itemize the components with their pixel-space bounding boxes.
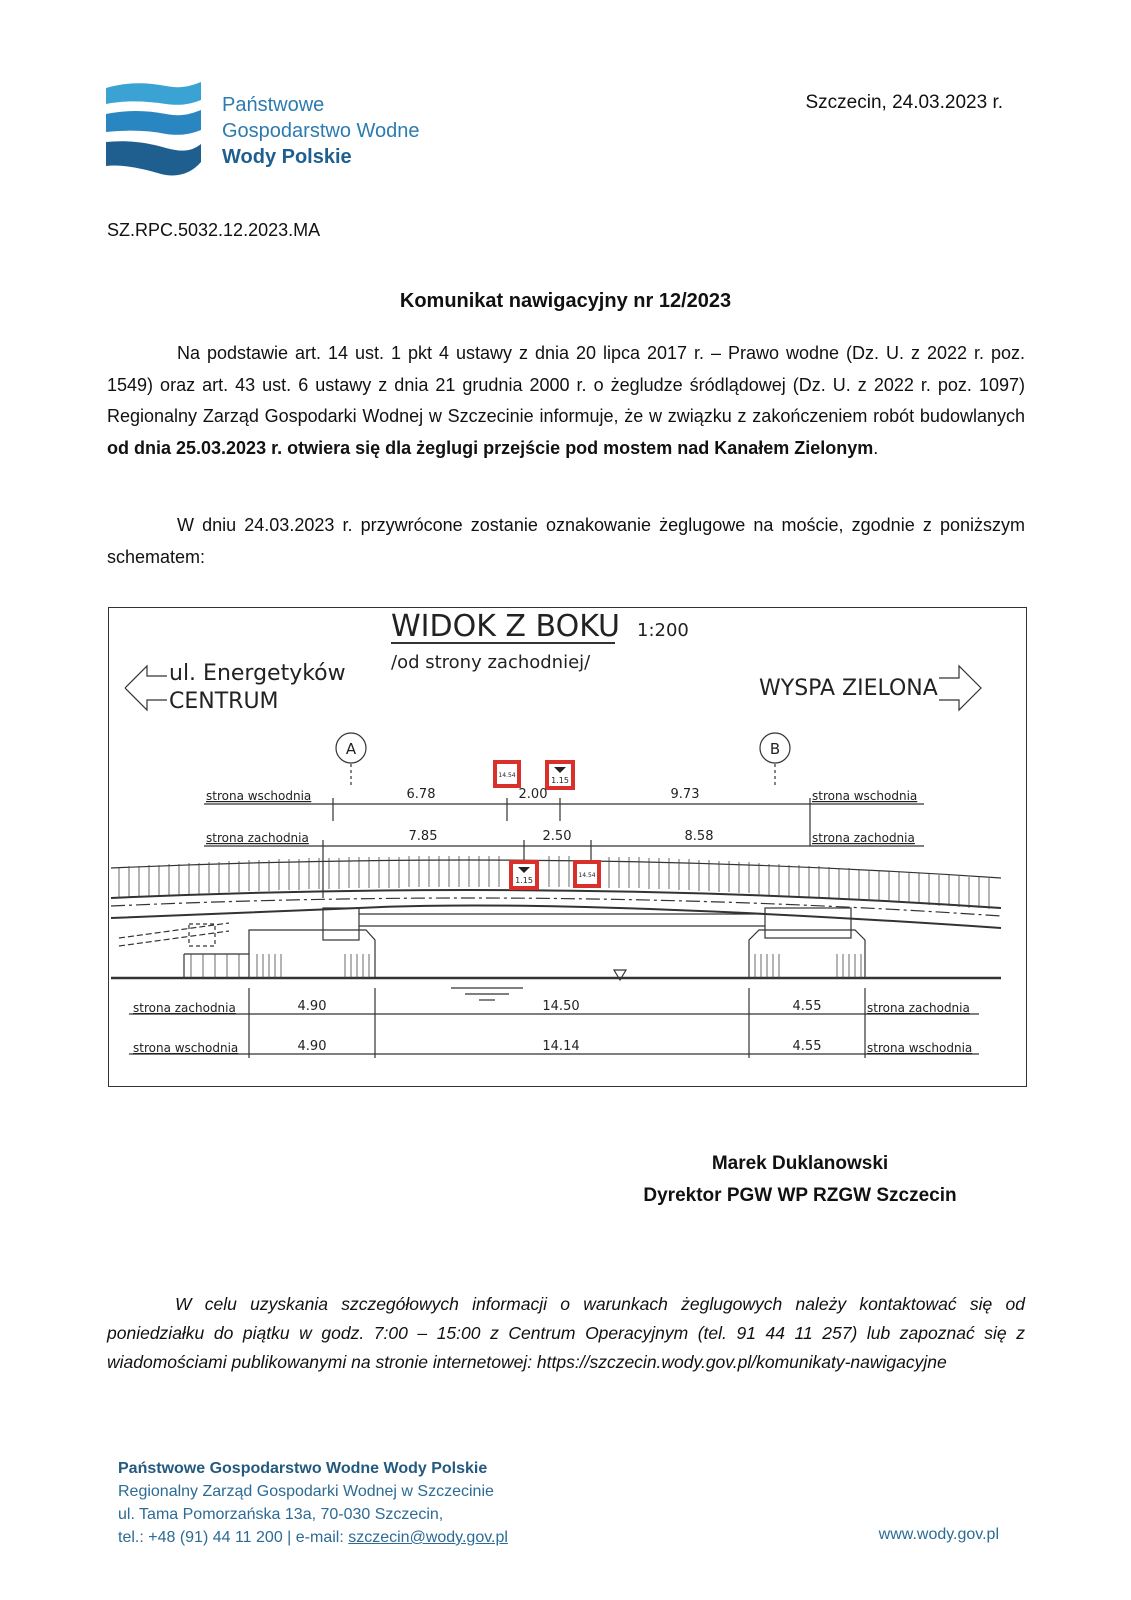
footer-email-link[interactable]: szczecin@wody.gov.pl bbox=[348, 1529, 508, 1546]
svg-text:1.15: 1.15 bbox=[551, 776, 569, 785]
drawing-title: WIDOK Z BOKU bbox=[391, 609, 621, 644]
svg-text:7.85: 7.85 bbox=[408, 829, 438, 844]
svg-text:strona wschodnia: strona wschodnia bbox=[133, 1041, 239, 1055]
bridge-side-view-drawing bbox=[108, 607, 1027, 1087]
svg-text:6.78: 6.78 bbox=[406, 787, 436, 802]
bridge-diagram bbox=[109, 608, 1026, 1086]
signature-block bbox=[560, 1148, 1040, 1212]
right-destination: WYSPA ZIELONA bbox=[759, 676, 938, 701]
footer-unit: Regionalny Zarząd Gospodarki Wodnej w Szczecinie bbox=[118, 1483, 494, 1500]
svg-text:14.54: 14.54 bbox=[498, 772, 516, 779]
svg-text:strona zachodnia: strona zachodnia bbox=[867, 1001, 970, 1015]
paragraph-1-end: . bbox=[873, 437, 879, 458]
reference-number: SZ.RPC.5032.12.2023.MA bbox=[107, 220, 321, 240]
width-sign-lower-icon bbox=[575, 862, 599, 886]
logo-text bbox=[222, 92, 420, 170]
svg-text:1.15: 1.15 bbox=[515, 876, 533, 885]
svg-text:strona zachodnia: strona zachodnia bbox=[812, 831, 915, 845]
footer-contact bbox=[118, 1526, 508, 1549]
footer-phone: tel.: +48 (91) 44 11 200 | e-mail: bbox=[118, 1529, 349, 1546]
signatory-position: Dyrektor PGW WP RZGW Szczecin bbox=[643, 1185, 957, 1206]
paragraph-2-text: W dniu 24.03.2023 r. przywrócone zostanie oznakowanie żeglugowe na moście, zgodnie z poniższym schematem: bbox=[107, 515, 1025, 567]
svg-text:14.14: 14.14 bbox=[542, 1039, 580, 1054]
paragraph-1-text: Na podstawie art. 14 ust. 1 pkt 4 ustawy z dnia 20 lipca 2017 r. – Prawo wodne (Dz. U. z 2022 r. poz. 1549) oraz art. 43 ust. 6 ustawy z dnia 21 grudnia 2000 r. o żegludze śródlądowej (Dz. U. z 2022 r. poz. 1097) Regionalny Zarząd Gospodarki Wodnej w Szczecinie informuje, że w związku z zakończeniem robót budowlanych bbox=[107, 343, 1025, 426]
left-arrow-icon bbox=[125, 666, 167, 710]
left-destination-line-1: ul. Energetyków bbox=[169, 661, 346, 686]
paragraph-1 bbox=[107, 338, 1025, 464]
paragraph-2 bbox=[107, 510, 1025, 573]
contact-info-text: W celu uzyskania szczegółowych informacji o warunkach żeglugowych należy kontaktować się od poniedziałku do piątku w godz. 7:00 – 15:00 z Centrum Operacyjnym (tel. 91 44 11 257) lub zapoznać się z wiadomościami publikowanymi na stronie internetowej: https://szczecin.wody.gov.pl/komunikaty-nawigacyjne bbox=[107, 1294, 1025, 1372]
svg-text:strona wschodnia: strona wschodnia bbox=[867, 1041, 973, 1055]
left-destination-line-2: CENTRUM bbox=[169, 689, 279, 714]
footer-org: Państwowe Gospodarstwo Wodne Wody Polskie bbox=[118, 1460, 488, 1477]
svg-text:8.58: 8.58 bbox=[684, 829, 714, 844]
height-sign-upper-icon bbox=[547, 762, 573, 788]
width-sign-upper-icon bbox=[495, 762, 519, 786]
signatory-name: Marek Duklanowski bbox=[711, 1153, 889, 1174]
height-sign-lower-icon bbox=[511, 862, 537, 888]
logo-line-1: Państwowe bbox=[222, 94, 325, 116]
svg-text:strona zachodnia: strona zachodnia bbox=[133, 1001, 236, 1015]
svg-text:2.50: 2.50 bbox=[542, 829, 572, 844]
svg-text:4.90: 4.90 bbox=[297, 999, 327, 1014]
svg-text:strona wschodnia: strona wschodnia bbox=[206, 789, 312, 803]
svg-text:strona wschodnia: strona wschodnia bbox=[812, 789, 918, 803]
paragraph-1-bold: od dnia 25.03.2023 r. otwiera się dla żeglugi przejście pod mostem nad Kanałem Zielonym bbox=[107, 437, 874, 458]
logo-line-2: Gospodarstwo Wodne bbox=[222, 120, 420, 142]
right-arrow-icon bbox=[939, 666, 981, 710]
svg-text:4.55: 4.55 bbox=[792, 1039, 822, 1054]
drawing-scale: 1:200 bbox=[637, 620, 689, 641]
logo-line-3: Wody Polskie bbox=[222, 146, 352, 168]
axis-a-label: A bbox=[345, 740, 357, 758]
document-title: Komunikat nawigacyjny nr 12/2023 bbox=[399, 290, 732, 312]
contact-info-paragraph bbox=[107, 1290, 1025, 1377]
footer bbox=[118, 1457, 508, 1549]
svg-text:4.55: 4.55 bbox=[792, 999, 822, 1014]
footer-address: ul. Tama Pomorzańska 13a, 70-030 Szczecin, bbox=[118, 1506, 444, 1523]
svg-text:9.73: 9.73 bbox=[670, 787, 700, 802]
svg-text:strona zachodnia: strona zachodnia bbox=[206, 831, 309, 845]
drawing-subtitle: /od strony zachodniej/ bbox=[391, 652, 591, 673]
svg-text:4.90: 4.90 bbox=[297, 1039, 327, 1054]
wody-polskie-logo-icon bbox=[106, 82, 206, 182]
place-date: Szczecin, 24.03.2023 r. bbox=[805, 92, 1003, 113]
footer-website-link[interactable]: www.wody.gov.pl bbox=[878, 1526, 999, 1543]
svg-text:14.54: 14.54 bbox=[578, 872, 596, 879]
axis-b-label: B bbox=[769, 740, 781, 758]
svg-text:14.50: 14.50 bbox=[542, 999, 580, 1014]
svg-text:2.00: 2.00 bbox=[518, 787, 548, 802]
